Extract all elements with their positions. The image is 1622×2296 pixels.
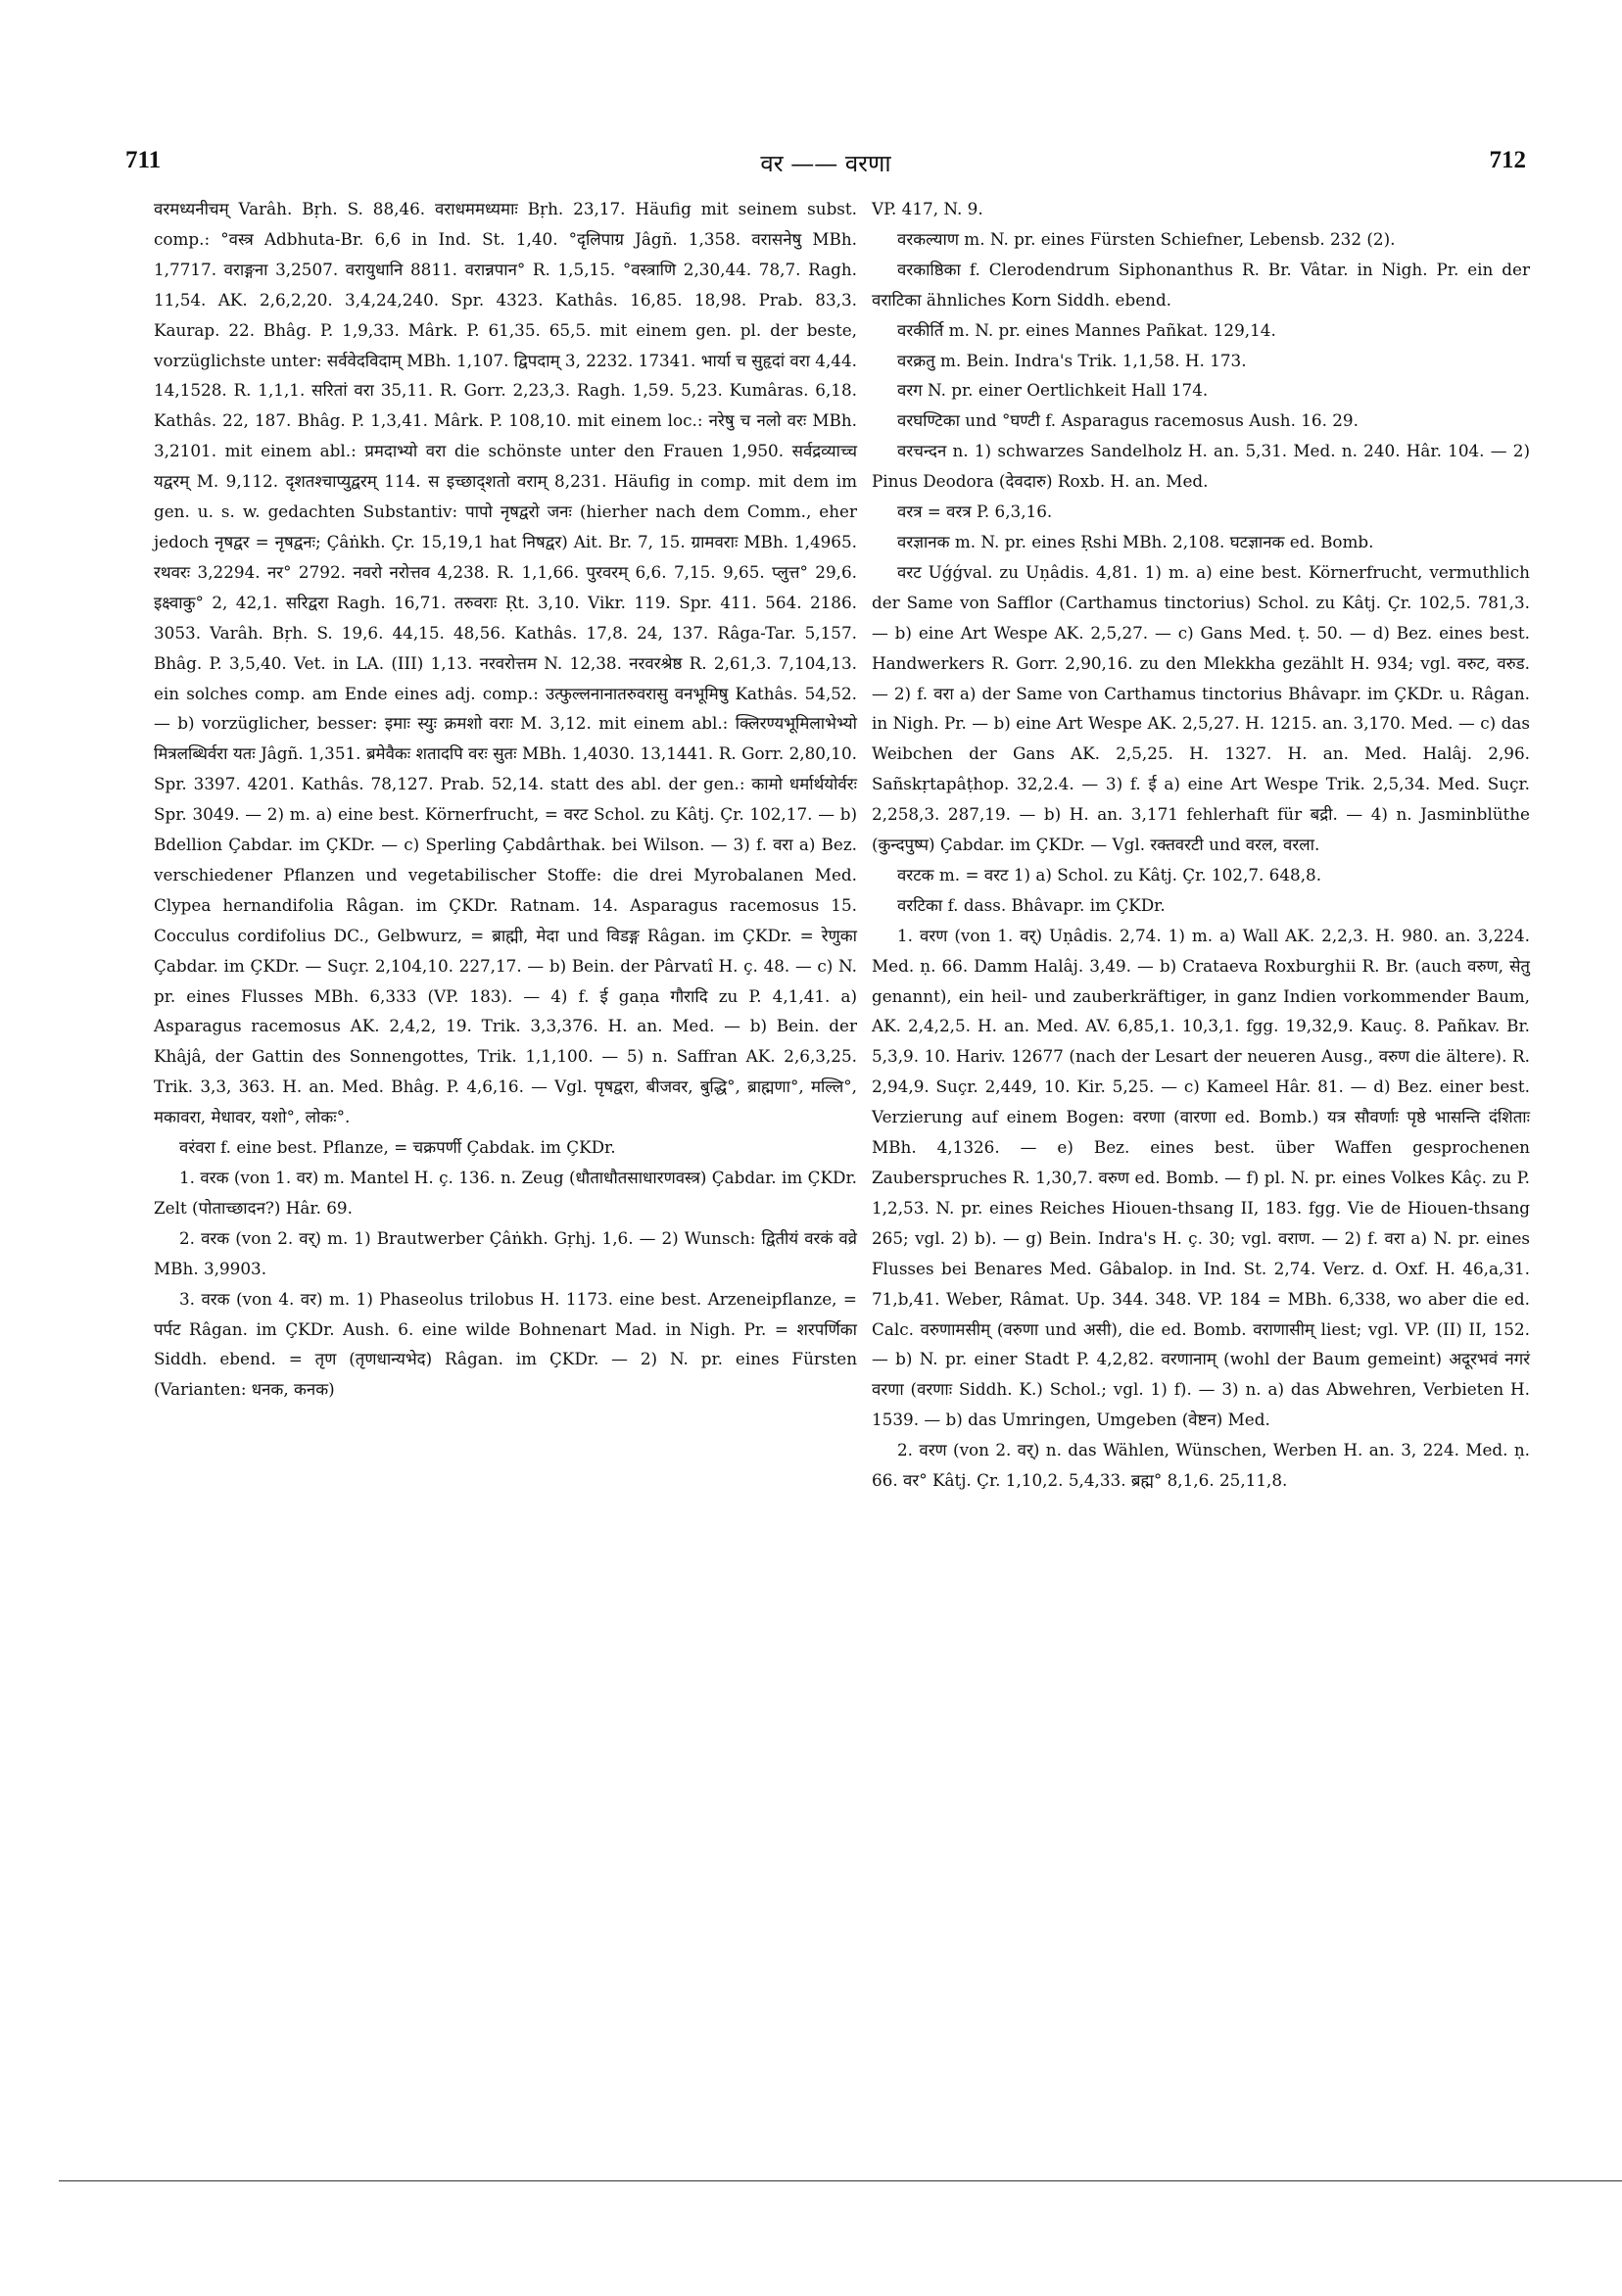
entry-varakratu: वरक्रतु m. Bein. Indra's Trik. 1,1,58. H. 173. xyxy=(897,350,1247,370)
entry-varacandana: वरचन्दन n. 1) schwarzes Sandelholz H. an. 5,31. Med. n. 240. Hâr. 104. — 2) Pinus Deodora (देवदारु) Roxb. H. an. Med. xyxy=(872,441,1530,492)
entry-varaka-1: 1. वरक (von 1. वर) m. Mantel H. ç. 136. n. Zeug (धौताधौतसाधारणवस्त्र) Çabdar. im ÇKDr. Zelt (पोताच्छादन?) Hâr. 69. xyxy=(154,1168,857,1218)
entry-varata: वरट Uǵǵval. zu Uṇâdis. 4,81. 1) m. a) eine best. Körnerfrucht, vermuthlich der Same von Safflor (Carthamus tinctorius) Schol. zu Kâtj. Çr. 102,5. 781,3. — b) eine Art Wespe AK. 2,5,27. — c) Gans Med. ṭ. 50. — d) Bez. eines best. Handwerkers R. Gorr. 2,90,16. zu den Mlekkha gezählt H. 934; vgl. वरुट, वरुड. — 2) f. वरा a) der Same von Carthamus tinctorius Bhâvapr. im ÇKDr. u. Râgan. in Nigh. Pr. — b) eine Art Wespe AK. 2,5,27. H. 1215. an. 3,170. Med. — c) das Weibchen der Gans AK. 2,5,25. H. 1327. H. an. Med. Halâj. 2,96. Sañskṛtapâṭhop. 32,2.4. — 3) f. ई a) eine Art Wespe Trik. 2,5,34. Med. Suçr. 2,258,3. 287,19. — b) H. an. 3,171 fehlerhaft für बद्री. — 4) n. Jasminblüthe (कुन्दपुष्प) Çabdar. im ÇKDr. — Vgl. रक्तवरटी und वरल, वरला. xyxy=(872,561,1530,855)
entry-varaga: वरग N. pr. einer Oertlichkeit Hall 174. xyxy=(897,380,1209,401)
entry-varakashthika: वरकाष्ठिका f. Clerodendrum Siphonanthus R. Br. Vâtar. in Nigh. Pr. ein der वराटिका ähnliches Korn Siddh. ebend. xyxy=(872,259,1530,310)
entry-varakirti: वरकीर्ति m. N. pr. eines Mannes Pañkat. 129,14. xyxy=(897,319,1276,340)
entry-varaka-2: 2. वरक (von 2. वर्) m. 1) Brautwerber Çâṅkh. Gṛhj. 1,6. — 2) Wunsch: द्वितीयं वरकं वव्रे MBh. 3,9903. xyxy=(154,1227,857,1278)
entry-varatika: वरटिका f. dass. Bhâvapr. im ÇKDr. xyxy=(897,894,1166,915)
page-number-left: 711 xyxy=(125,147,162,173)
entry-varajnanaka: वरज्ञानक m. N. pr. eines Ṛshi MBh. 2,108. घटज्ञानक ed. Bomb. xyxy=(897,531,1374,551)
entry-varaghantika: वरघण्टिका und °घण्टी f. Asparagus racemosus Aush. 16. 29. xyxy=(897,410,1359,431)
left-column xyxy=(154,194,857,1405)
entry-varaka-3-continued: VP. 417, N. 9. xyxy=(872,199,983,218)
entry-varataka: वरटक m. = वरट 1) a) Schol. zu Kâtj. Çr. 102,7. 648,8. xyxy=(897,864,1322,885)
entry-varana-2: 2. वरण (von 2. वर्) n. das Wählen, Wünschen, Werben H. an. 3, 224. Med. ṇ. 66. वर° Kâtj. Çr. 1,10,2. 5,4,33. ब्रह्म° 8,1,6. 25,11,8. xyxy=(872,1440,1530,1491)
entry-varatra: वरत्र = वरत्र P. 6,3,16. xyxy=(897,502,1053,522)
entry-varaka-3: 3. वरक (von 4. वर) m. 1) Phaseolus trilobus H. 1173. eine best. Arzeneipflanze, = पर्पट Râgan. im ÇKDr. Aush. 6. eine wilde Bohnenart Mad. in Nigh. Pr. = शरपर्णिका Siddh. ebend. = तृण (तृणधान्यभेद) Râgan. im ÇKDr. — 2) N. pr. eines Fürsten (Varianten: धनक, कनक) xyxy=(154,1288,857,1400)
entry-varana-1: 1. वरण (von 1. वर्) Uṇâdis. 2,74. 1) m. a) Wall AK. 2,2,3. H. 980. an. 3,224. Med. ṇ. 66. Damm Halâj. 3,49. — b) Crataeva Roxburghii R. Br. (auch वरुण, सेतु genannt), ein heil- und zauberkräftiger, in ganz Indien vorkommender Baum, AK. 2,4,2,5. H. an. Med. AV. 6,85,1. 10,3,1. fgg. 19,32,9. Kauç. 8. Pañkav. Br. 5,3,9. 10. Hariv. 12677 (nach der Lesart der neueren Ausg., वरुण die ältere). R. 2,94,9. Suçr. 2,449, 10. Kir. 5,25. — c) Kameel Hâr. 81. — d) Bez. einer best. Verzierung auf einem Bogen: वरणा (वारणा ed. Bomb.) यत्र सौवर्णाः पृष्ठे भासन्ति दंशिताः MBh. 4,1326. — e) Bez. eines best. über Waffen gesprochenen Zauberspruches R. 1,30,7. वरुण ed. Bomb. — f) pl. N. pr. eines Volkes Kâç. zu P. 1,2,53. N. pr. eines Reiches Hiouen-thsang II, 183. fgg. Vie de Hiouen-thsang 265; vgl. 2) b). — g) Bein. Indra's H. ç. 30; vgl. वराण. — 2) f. वरा a) N. pr. eines Flusses bei Benares Med. Gâbalop. in Ind. St. 2,74. Verz. d. Oxf. H. 46,a,31. 71,b,41. Weber, Râmat. Up. 344. 348. VP. 184 = MBh. 6,338, wo aber die ed. Calc. वरुणामसीम् (वरुणा und असी), die ed. Bomb. वराणासीम् liest; vgl. VP. (II) II, 152. — b) N. pr. einer Stadt P. 4,2,82. वरणानाम् (wohl der Baum gemeint) अदूरभवं नगरं वरणा (वरणाः Siddh. K.) Schol.; vgl. 1) f). — 3) n. a) das Abwehren, Verbieten H. 1539. — b) das Umringen, Umgeben (वेष्टन) Med. xyxy=(872,925,1530,1430)
running-title: वर —— वरणा xyxy=(760,150,891,177)
right-column xyxy=(872,194,1530,1496)
page-number-right: 712 xyxy=(1489,147,1526,173)
entry-varamvara: वरंवरा f. eine best. Pflanze, = चक्रपर्णी Çabdak. im ÇKDr. xyxy=(179,1137,616,1158)
entry-vara-continued: वरमध्यनीचम् Varâh. Bṛh. S. 88,46. वराधममध्यमाः Bṛh. 23,17. Häufig mit seinem subst. comp.: °वस्त्र Adbhuta-Br. 6,6 in Ind. St. 1,40. °दृलिपाग्र Jâgñ. 1,358. वरासनेषु MBh. 1,7717. वराङ्गना 3,2507. वरायुधानि 8811. वरान्नपान° R. 1,5,15. °वस्त्राणि 2,30,44. 78,7. Ragh. 11,54. AK. 2,6,2,20. 3,4,24,240. Spr. 4323. Kathâs. 16,85. 18,98. Prab. 83,3. Kaurap. 22. Bhâg. P. 1,9,33. Mârk. P. 61,35. 65,5. mit einem gen. pl. der beste, vorzüglichste unter: सर्ववेदविदाम् MBh. 1,107. द्विपदाम् 3, 2232. 17341. भार्या च सुहृदां वरा 4,44. 14,1528. R. 1,1,1. सरितां वरा 35,11. R. Gorr. 2,23,3. Ragh. 1,59. 5,23. Kumâras. 6,18. Kathâs. 22, 187. Bhâg. P. 1,3,41. Mârk. P. 108,10. mit einem loc.: नरेषु च नलो वरः MBh. 3,2101. mit einem abl.: प्रमदाभ्यो वरा die schönste unter den Frauen 1,950. सर्वद्रव्याच्च यद्वरम् M. 9,112. दृशतश्चाप्युद्वरम् 114. स इच्छाद्शतो वराम् 8,231. Häufig in comp. mit dem im gen. u. s. w. gedachten Substantiv: पापो नृषद्वरो जनः (hierher nach dem Comm., eher jedoch नृषद्वर = नृषद्वनः; Çâṅkh. Çr. 15,19,1 hat निषद्वर) Ait. Br. 7, 15. ग्रामवराः MBh. 1,4965. रथवरः 3,2294. नर° 2792. नवरो नरोत्तव 4,238. R. 1,1,66. पुरवरम् 6,6. 7,15. 9,65. प्लुत्त° 29,6. इक्ष्वाकु° 2, 42,1. सरिद्वरा Ragh. 16,71. तरुवराः Ṛt. 3,10. Vikr. 119. Spr. 411. 564. 2186. 3053. Varâh. Bṛh. S. 19,6. 44,15. 48,56. Kathâs. 17,8. 24, 137. Râga-Tar. 5,157. Bhâg. P. 3,5,40. Vet. in LA. (III) 1,13. नरवरोत्तम N. 12,38. नरवरश्रेष्ठ R. 2,61,3. 7,104,13. ein solches comp. am Ende eines adj. comp.: उत्फुल्लनानातरुवरासु वनभूमिषु Kathâs. 54,52. — b) vorzüglicher, besser: इमाः स्युः क्रमशो वराः M. 3,12. mit einem abl.: क्लिरण्यभूमिलाभेभ्यो मित्रलब्धिर्वरा यतः Jâgñ. 1,351. ब्रमेवैकः शतादपि वरः सुतः MBh. 1,4030. 13,1441. R. Gorr. 2,80,10. Spr. 3397. 4201. Kathâs. 78,127. Prab. 52,14. statt des abl. der gen.: कामो धर्मार्थयोर्वरः Spr. 3049. — 2) m. a) eine best. Körnerfrucht, = वरट Schol. zu Kâtj. Çr. 102,17. — b) Bdellion Çabdar. im ÇKDr. — c) Sperling Çabdârthak. bei Wilson. — 3) f. वरा a) Bez. verschiedener Pflanzen und vegetabilischer Stoffe: die drei Myrobalanen Med. Clypea hernandifolia Râgan. im ÇKDr. Ratnam. 14. Asparagus racemosus 15. Cocculus cordifolius DC., Gelbwurz, = ब्राह्मी, मेदा und विडङ्ग Râgan. im ÇKDr. = रेणुका Çabdar. im ÇKDr. — Suçr. 2,104,10. 227,17. — b) Bein. der Pârvatî H. ç. 48. — c) N. pr. eines Flusses MBh. 6,333 (VP. 183). — 4) f. ई gaṇa गौरादि zu P. 4,1,41. a) Asparagus racemosus AK. 2,4,2, 19. Trik. 3,3,376. H. an. Med. — b) Bein. der Khâjâ, der Gattin des Sonnengottes, Trik. 1,1,100. — 5) n. Saffran AK. 2,6,3,25. Trik. 3,3, 363. H. an. Med. Bhâg. P. 4,6,16. — Vgl. पृषद्वरा, बीजवर, बुद्धि°, ब्राह्मणा°, मल्लि°, मकावरा, मेधावर, यशो°, लोकः°. xyxy=(154,199,857,1127)
page-header xyxy=(125,147,1526,186)
footer-rule xyxy=(59,2180,1622,2181)
entry-varakalyana: वरकल्याण m. N. pr. eines Fürsten Schiefner, Lebensb. 232 (2). xyxy=(897,228,1396,249)
